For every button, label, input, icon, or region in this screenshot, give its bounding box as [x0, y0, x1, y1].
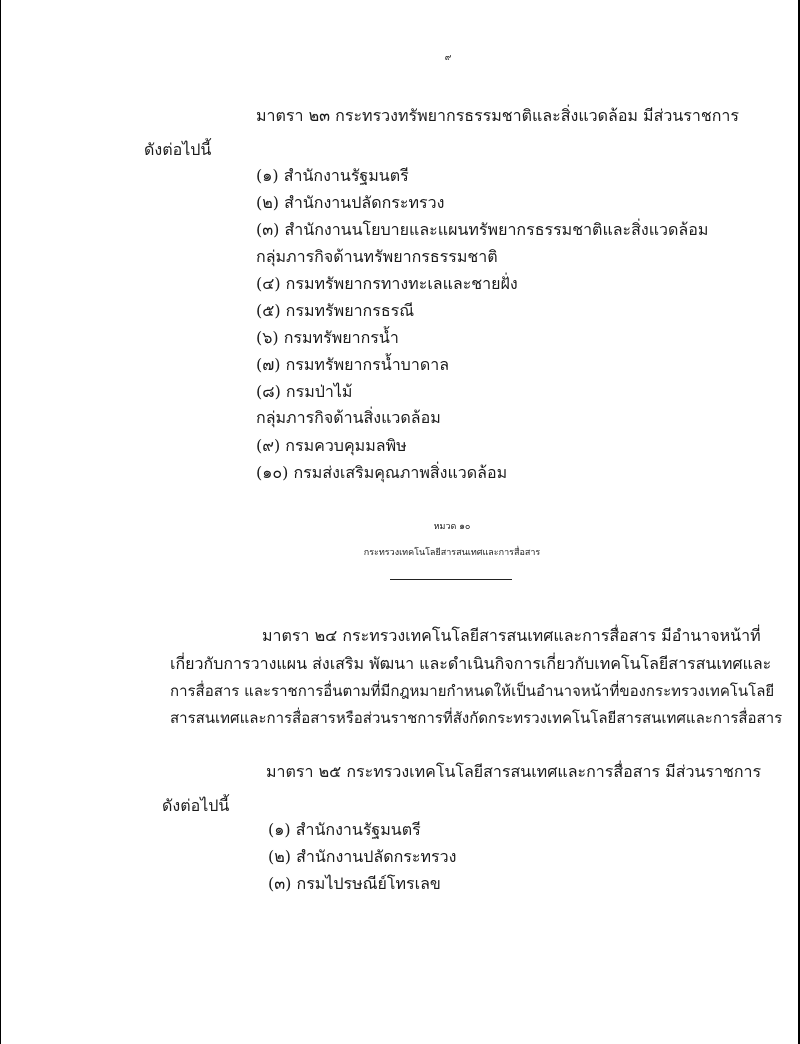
list-item: (๘) กรมป่าไม้: [256, 382, 353, 401]
list-item: (๑) สำนักงานรัฐมนตรี: [256, 166, 409, 185]
section-24-line: สารสนเทศและการสื่อสารหรือส่วนราชการที่สังกัดกระทรวงเทคโนโลยีสารสนเทศและการสื่อสาร: [170, 709, 783, 727]
group-heading-environment: กลุ่มภารกิจด้านสิ่งแวดล้อม: [256, 408, 441, 427]
group-heading-natural-resources: กลุ่มภารกิจด้านทรัพยากรธรรมชาติ: [256, 247, 498, 266]
section-24-line: การสื่อสาร และราชการอื่นตามที่มีกฎหมายกำหนดให้เป็นอำนาจหน้าที่ของกระทรวงเทคโนโลยี: [170, 682, 775, 700]
section-24-line: มาตรา ๒๔ กระทรวงเทคโนโลยีสารสนเทศและการสื่อสาร มีอำนาจหน้าที่: [262, 626, 761, 645]
chapter-divider: [390, 579, 512, 580]
section-25-heading: มาตรา ๒๕ กระทรวงเทคโนโลยีสารสนเทศและการสื่อสาร มีส่วนราชการ: [266, 762, 762, 781]
list-item: (๖) กรมทรัพยากรน้ำ: [256, 328, 399, 347]
section-25-continuation: ดังต่อไปนี้: [162, 796, 230, 815]
list-item: (๙) กรมควบคุมมลพิษ: [256, 436, 407, 455]
list-item: (๓) กรมไปรษณีย์โทรเลข: [268, 874, 441, 893]
section-24-line: เกี่ยวกับการวางแผน ส่งเสริม พัฒนา และดำเนินกิจการเกี่ยวกับเทคโนโลยีสารสนเทศและ: [170, 654, 772, 673]
chapter-title: หมวด ๑๐: [433, 522, 471, 532]
section-23-continuation: ดังต่อไปนี้: [144, 140, 212, 159]
chapter-subtitle: กระทรวงเทคโนโลยีสารสนเทศและการสื่อสาร: [363, 548, 541, 558]
list-item: (๕) กรมทรัพยากรธรณี: [256, 301, 415, 320]
list-item: (๒) สำนักงานปลัดกระทรวง: [256, 193, 445, 212]
list-item: (๔) กรมทรัพยากรทางทะเลและชายฝั่ง: [256, 274, 518, 293]
section-23-heading: มาตรา ๒๓ กระทรวงทรัพยากรธรรมชาติและสิ่งแวดล้อม มีส่วนราชการ: [256, 106, 739, 125]
page-number: ๙: [444, 53, 452, 63]
list-item: (๑) สำนักงานรัฐมนตรี: [268, 820, 421, 839]
list-item: (๗) กรมทรัพยากรน้ำบาดาล: [256, 355, 449, 374]
list-item: (๑๐) กรมส่งเสริมคุณภาพสิ่งแวดล้อม: [256, 463, 508, 482]
list-item: (๒) สำนักงานปลัดกระทรวง: [268, 847, 457, 866]
list-item: (๓) สำนักงานนโยบายและแผนทรัพยากรธรรมชาติและสิ่งแวดล้อม: [256, 220, 709, 239]
